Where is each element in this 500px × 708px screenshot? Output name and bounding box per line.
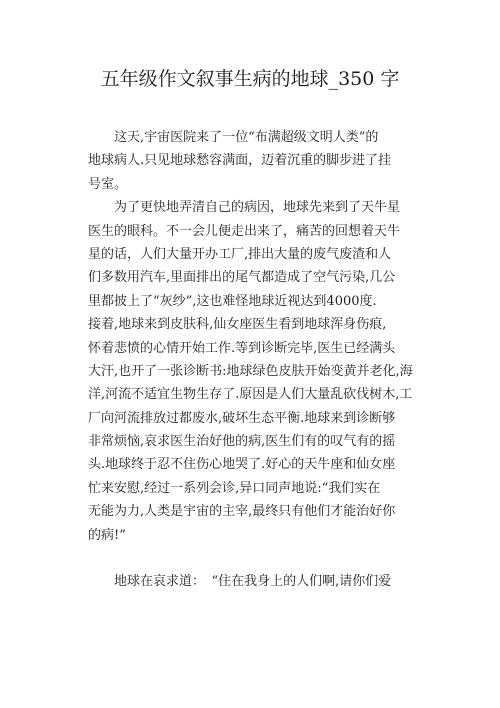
text-line: 大汗,也开了一张诊断书:地球绿色皮肤开始变黄并老化,海 <box>88 363 413 379</box>
text-line: 非常烦恼,哀求医生治好他的病,医生们有的叹气有的摇 <box>88 434 396 450</box>
text-line: 洋,河流不适宜生物生存了.原因是人们大量乱砍伐树木,工 <box>88 387 413 403</box>
text-line: 医生的眼科。不一会儿便走出来了，痛苦的回想着天牛 <box>88 223 401 239</box>
text-line <box>88 547 428 570</box>
text-line: 里都披上了“灰纱”,这也难怪地球近视达到4000度. <box>88 293 377 309</box>
text-line: 无能为力,人类是宇宙的主宰,最终只有他们才能治好你 <box>88 504 396 520</box>
text-line: 星的话，人们大量开办工厂,排出大量的废气废渣和人 <box>88 246 392 262</box>
text-line: 怀着悲愤的心情开始工作.等到诊断完毕,医生已经满头 <box>88 340 396 356</box>
paragraph-1 <box>88 126 428 196</box>
paragraph-3 <box>88 570 428 593</box>
text-line: 地球病人.只见地球愁容满面，迈着沉重的脚步进了挂 <box>88 153 392 169</box>
text-line: 接着,地球来到皮肤科,仙女座医生看到地球浑身伤痕, <box>88 317 387 333</box>
document-title: 五年级作文叙事生病的地球_350 字 <box>100 68 400 90</box>
text-line: 这天,宇宙医院来了一位“布满超级文明人类”的 <box>88 130 379 145</box>
text-line: 厂向河流排放过都废水,破坏生态平衡.地球来到诊断够 <box>88 410 396 426</box>
paragraph-2 <box>88 196 428 570</box>
text-line: 号室。 <box>88 176 128 192</box>
text-line: 地球在哀求道： “住在我身上的人们啊,请你们爱 <box>88 574 392 590</box>
text-line: 的病!” <box>88 527 126 543</box>
text-line: 头.地球终于忍不住伤心地哭了.好心的天牛座和仙女座 <box>88 457 396 473</box>
text-line: 们多数用汽车,里面排出的尾气都造成了空气污染,几公 <box>88 270 396 286</box>
document-body <box>88 126 428 594</box>
text-line: 忙来安慰,经过一系列会诊,异口同声地说:“我们实在 <box>88 480 381 496</box>
text-line: 为了更快地弄清自己的病因，地球先来到了天牛星 <box>88 200 401 216</box>
